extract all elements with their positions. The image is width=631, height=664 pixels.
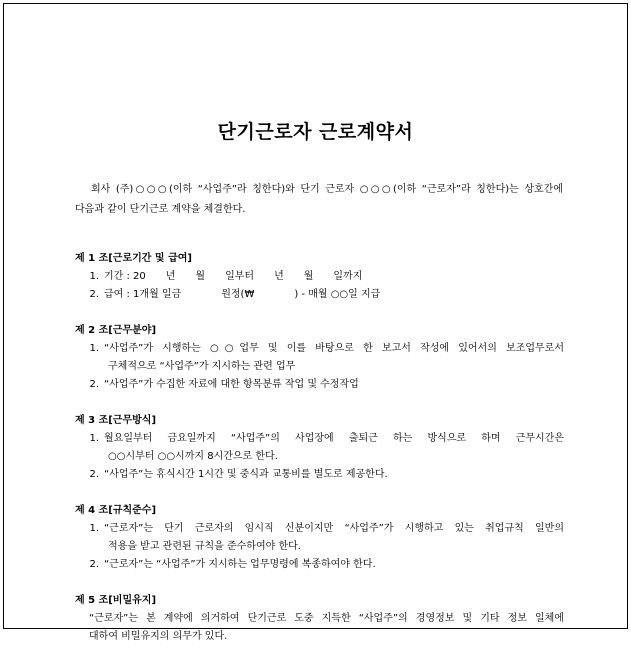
document-page — [3, 3, 628, 642]
item-number: 1. — [89, 523, 99, 534]
intro-paragraph — [75, 180, 563, 220]
list-item — [75, 430, 564, 466]
item-number: 1. — [89, 271, 99, 282]
intro-line: 회사 (주)○○○(이하 “사업주”라 칭한다)와 단기 근로자 ○○○(이하 “근로자”라 칭한다)는 상호간에 — [91, 184, 563, 195]
list-item — [75, 268, 564, 286]
article-heading: 제 4 조[규칙준수] — [75, 505, 157, 516]
item-number: 2. — [89, 469, 99, 480]
item-text: “근로자”는 단기 근로자의 임시직 신분이지만 “사업주”가 시행하고 있는 취업규칙 일반의 — [104, 523, 564, 534]
item-number: 2. — [89, 289, 99, 300]
list-item — [75, 556, 564, 574]
item-text: 급여 : 1개월 일금 원정(₩ ) - 매월 ○○일 지급 — [104, 289, 381, 300]
paragraph-line: “근로자”는 본 계약에 의거하여 단기근로 도중 지득한 “사업주”의 경영정보 및 기타 정보 일체에 — [89, 613, 564, 624]
item-number: 2. — [89, 379, 99, 390]
article-2 — [75, 322, 564, 394]
item-number: 1. — [89, 433, 99, 444]
item-text: “근로자”는 “사업주”가 지시하는 업무명령에 복종하여야 한다. — [104, 559, 376, 570]
item-text: 월요일부터 금요일까지 “사업주”의 사업장에 출퇴근 하는 방식으로 하며 근무시간은 — [104, 433, 564, 444]
article-heading: 제 1 조[근로기간 및 급여] — [75, 253, 192, 264]
item-text-continued: ○○시부터 ○○시까지 8시간으로 한다. — [108, 451, 278, 462]
list-item — [75, 340, 564, 376]
article-5 — [75, 592, 564, 646]
document-title: 단기근로자 근로계약서 — [217, 121, 414, 143]
item-text-continued: 구체적으로 “사업주”가 지시하는 관련 업무 — [108, 361, 296, 372]
item-text-continued: 적용을 받고 관련된 규칙을 준수하여야 한다. — [108, 541, 301, 552]
item-text: “사업주”는 휴식시간 1시간 및 중식과 교통비를 별도로 제공한다. — [104, 469, 388, 480]
item-text: “사업주”가 시행하는 ○○업무 및 이를 바탕으로 한 보고서 작성에 있어서의 보조업무로서 — [104, 343, 564, 354]
article-4 — [75, 502, 564, 574]
articles — [75, 250, 564, 664]
list-item — [75, 520, 564, 556]
item-text: “사업주”가 수집한 자료에 대한 항목분류 작업 및 수정작업 — [104, 379, 359, 390]
intro-line: 다음과 같이 단기근로 계약을 체결한다. — [75, 204, 246, 215]
item-text: 기간 : 20 년 월 일부터 년 월 일까지 — [104, 271, 363, 282]
list-item — [75, 466, 564, 484]
item-number: 2. — [89, 559, 99, 570]
paragraph-line: 대하여 비밀유지의 의무가 있다. — [89, 631, 228, 642]
list-item — [75, 376, 564, 394]
list-item — [75, 286, 564, 304]
article-heading: 제 5 조[비밀유지] — [75, 595, 157, 606]
article-heading: 제 3 조[근무방식] — [75, 415, 157, 426]
item-number: 1. — [89, 343, 99, 354]
article-1 — [75, 250, 564, 304]
article-3 — [75, 412, 564, 484]
article-heading: 제 2 조[근무분야] — [75, 325, 157, 336]
